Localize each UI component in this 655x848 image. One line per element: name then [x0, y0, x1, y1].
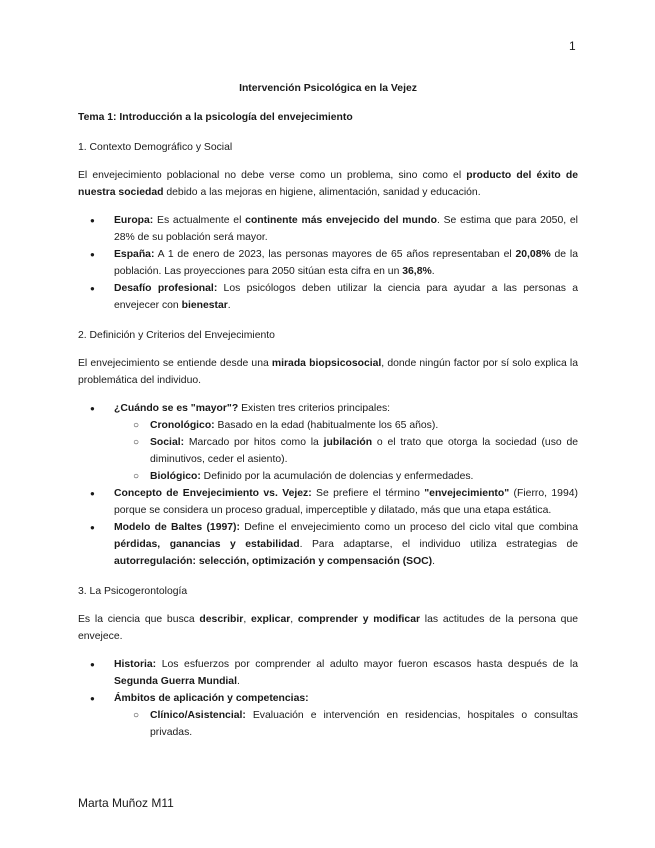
sublist-item-clinico [114, 707, 578, 741]
emphasis: describir [199, 614, 244, 625]
emphasis: 36,8% [402, 266, 432, 277]
emphasis: jubilación [323, 437, 373, 448]
criteria-sublist [114, 417, 578, 485]
emphasis: Clínico/Asistencial: [150, 710, 246, 721]
text: . [236, 676, 240, 687]
list-item-historia [78, 656, 578, 690]
text: . [431, 266, 435, 277]
text: Es actualmente el [153, 215, 246, 226]
emphasis: "envejecimiento" [424, 488, 510, 499]
section-1-intro [78, 167, 578, 201]
text: (Fierro, 1994) porque se considera un proceso gradual, imperceptible y dilatado, más que una etapa estática. [114, 488, 578, 516]
emphasis: Historia: [114, 659, 157, 670]
text: de la población. Las proyecciones para 2050 sitúan esta cifra en un [114, 249, 578, 277]
emphasis: mirada biopsicosocial [271, 358, 382, 369]
list-item-europa [78, 212, 578, 246]
emphasis: explicar [250, 614, 291, 625]
list-item-concepto [78, 485, 578, 519]
text: debido a las mejoras en higiene, alimentación, sanidad y educación. [163, 187, 481, 198]
emphasis: comprender y modificar [297, 614, 421, 625]
sublist-item-biologico [114, 468, 578, 485]
topic-heading [78, 109, 578, 126]
sublist-item-social [114, 434, 578, 468]
document-title: Intervención Psicológica en la Vejez [239, 83, 417, 94]
list-item-espana [78, 246, 578, 280]
emphasis: Cronológico: [150, 420, 215, 431]
text: Marcado por hitos como la [184, 437, 324, 448]
emphasis: España: [114, 249, 155, 260]
text: , [290, 614, 298, 625]
text: A 1 de enero de 2023, las personas mayores de 65 años representaban el [154, 249, 516, 260]
text: . [227, 300, 231, 311]
emphasis: Modelo de Baltes (1997): [114, 522, 240, 533]
emphasis: Segunda Guerra Mundial [114, 676, 237, 687]
section-3-intro [78, 611, 578, 645]
emphasis: pérdidas, ganancias y estabilidad [114, 539, 300, 550]
emphasis: autorregulación: selección, optimización y compensación (SOC) [114, 556, 433, 567]
topic-label: Tema 1 [78, 112, 114, 123]
topic-text: : Introducción a la psicología del envejecimiento [113, 112, 353, 123]
emphasis: ¿Cuándo se es "mayor"? [114, 403, 239, 414]
list-item-mayor [78, 400, 578, 485]
section-2-intro [78, 355, 578, 389]
text: , [243, 614, 251, 625]
emphasis: Europa: [114, 215, 154, 226]
section-2-list [78, 400, 578, 570]
emphasis: Desafío profesional: [114, 283, 218, 294]
text: Evaluación e intervención en residencias, hospitales o consultas privadas. [150, 710, 578, 738]
section-1-heading: 1. Contexto Demográfico y Social [78, 142, 233, 153]
text: o el trato que otorga la sociedad (uso de diminutivos, ceder el asiento). [150, 437, 579, 465]
text: , donde ningún factor por sí solo explica la problemática del individuo. [78, 358, 578, 386]
text: Los esfuerzos por comprender al adulto mayor fueron escasos hasta después de la [156, 659, 578, 670]
document-body [78, 80, 578, 741]
text: El envejecimiento poblacional no debe verse como un problema, sino como el [78, 170, 467, 181]
page-number: 1 [569, 39, 576, 53]
emphasis: 20,08% [515, 249, 551, 260]
sublist-item-cronologico [114, 417, 578, 434]
section-3-list [78, 656, 578, 741]
list-item-desafio [78, 280, 578, 314]
emphasis: Ámbitos de aplicación y competencias: [114, 693, 309, 704]
section-1-list [78, 212, 578, 314]
emphasis: Social: [150, 437, 185, 448]
section-2-heading: 2. Definición y Criterios del Envejecimiento [78, 330, 275, 341]
text: Los psicólogos deben utilizar la ciencia para ayudar a las personas a envejecer con [114, 283, 578, 311]
text: Es la ciencia que busca [78, 614, 200, 625]
emphasis: bienestar [181, 300, 228, 311]
text: Existen tres criterios principales: [238, 403, 391, 414]
text: . Para adaptarse, el individuo utiliza estrategias de [299, 539, 579, 550]
text: Se prefiere el término [311, 488, 425, 499]
emphasis: continente más envejecido del mundo [245, 215, 437, 226]
emphasis: Biológico: [150, 471, 201, 482]
emphasis: Concepto de Envejecimiento vs. Vejez: [114, 488, 312, 499]
section-3-heading: 3. La Psicogerontología [78, 586, 188, 597]
footer-author: Marta Muñoz M11 [78, 796, 174, 810]
text: Basado en la edad (habitualmente los 65 años). [214, 420, 439, 431]
text: . Se estima que para 2050, el 28% de su población será mayor. [114, 215, 578, 243]
text: . [432, 556, 436, 567]
text: Definido por la acumulación de dolencias y enfermedades. [200, 471, 474, 482]
emphasis: producto del éxito de nuestra sociedad [78, 170, 578, 198]
ambitos-sublist [114, 707, 578, 741]
list-item-ambitos [78, 690, 578, 741]
text: las actitudes de la persona que envejece. [78, 614, 579, 642]
text: El envejecimiento se entiende desde una [78, 358, 272, 369]
text: Define el envejecimiento como un proceso del ciclo vital que combina [239, 522, 578, 533]
list-item-baltes [78, 519, 578, 570]
